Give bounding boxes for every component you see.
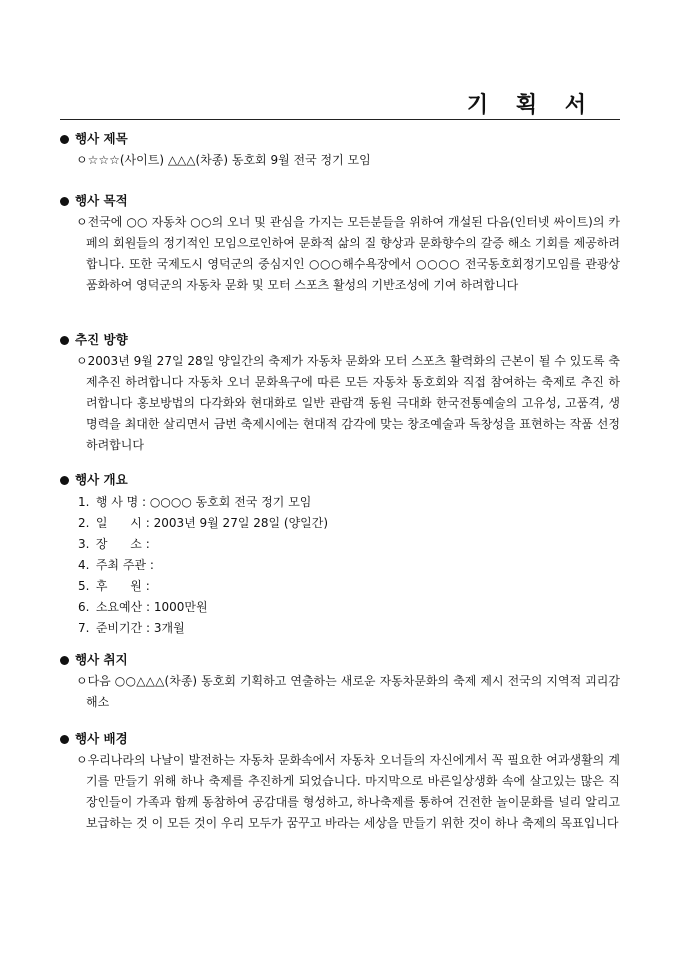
list-item: 6. 소요예산 : 1000만원 bbox=[78, 600, 208, 614]
section-text: ㅇ전국에 ○○ 자동차 ○○의 오너 및 관심을 가지는 모든분들을 위하여 개설된 다음(인터넷 싸이트)의 카페의 회원들의 정기적인 모임으로인하여 문화적 삶의 질 향상과 문화향수의 갈증 해소 기회를 제공하려합니다. 또한 국제도시 영덕군의 중심지인 ○○○해수욕장에서 ○○○○ 전국동호회정기모임를 관광상품화하여 영덕군의 자동차 문화 및 모터 스포츠 활성의 기반조성에 기여 하려합니다 bbox=[76, 215, 620, 292]
section-heading: 추진 방향 bbox=[60, 331, 620, 349]
list-item: 5. 후 원 : bbox=[78, 579, 150, 593]
list-item: 2. 일 시 : 2003년 9월 27일 28일 (양일간) bbox=[78, 516, 329, 530]
section-overview bbox=[60, 471, 620, 639]
bullet-icon bbox=[60, 197, 69, 206]
section-heading: 행사 배경 bbox=[60, 730, 620, 748]
section-heading: 행사 목적 bbox=[60, 192, 620, 210]
section-text: ㅇ☆☆☆(사이트) △△△(차종) 동호회 9월 전국 정기 모임 bbox=[76, 153, 371, 167]
bullet-icon bbox=[60, 336, 69, 345]
section-event-purpose bbox=[60, 192, 620, 296]
section-heading: 행사 개요 bbox=[60, 471, 620, 489]
document-title: 기 획 서 bbox=[466, 92, 596, 118]
title-divider bbox=[60, 119, 620, 120]
list-item: 1. 행 사 명 : ○○○○ 동호회 전국 정기 모임 bbox=[78, 495, 312, 509]
section-text: ㅇ우리나라의 나날이 발전하는 자동차 문화속에서 자동차 오너들의 자신에게서 꼭 필요한 여과생활의 계기를 만들기 위해 하나 축제를 추진하게 되었습니다. 마지막으로 바른일상생화 속에 살고있는 많은 직장인들이 가족과 함께 동참하여 공감대를 형성하고, 하나축제를 통하여 건전한 놀이문화를 널리 알리고 보급하는 것 이 모든 것이 우리 모두가 꿈꾸고 바라는 세상을 만들기 위한 것이 하나 축제의 목표입니다 bbox=[76, 753, 620, 830]
section-text: ㅇ다음 ○○△△△(차종) 동호회 기획하고 연출하는 새로운 자동차문화의 축제 제시 전국의 지역적 괴리감 해소 bbox=[76, 674, 620, 709]
section-heading: 행사 제목 bbox=[60, 130, 620, 148]
list-item: 4. 주최 주관 : bbox=[78, 558, 154, 572]
bullet-icon bbox=[60, 135, 69, 144]
bullet-icon bbox=[60, 735, 69, 744]
list-item: 7. 준비기간 : 3개월 bbox=[78, 621, 185, 635]
section-intent bbox=[60, 651, 620, 713]
bullet-icon bbox=[60, 476, 69, 485]
section-event-title bbox=[60, 130, 620, 171]
section-direction bbox=[60, 331, 620, 456]
section-background bbox=[60, 730, 620, 834]
list-item: 3. 장 소 : bbox=[78, 537, 150, 551]
bullet-icon bbox=[60, 656, 69, 665]
overview-list bbox=[60, 492, 620, 639]
section-text: ㅇ2003년 9월 27일 28일 양일간의 축제가 자동차 문화와 모터 스포츠 활력화의 근본이 될 수 있도록 축제추진 하려합니다 자동차 오너 문화욕구에 따른 모든 자동차 동호회와 직접 참여하는 축제로 추진 하려합니다 홍보방법의 다각화와 현대화로 일반 관람객 동원 극대화 한국전통예술의 고유성, 고품격, 생명력을 최대한 살리면서 금번 축제시에는 현대적 감각에 맞는 창조예술과 독창성을 표현하는 작품 선정하려합니다 bbox=[76, 354, 620, 452]
section-heading: 행사 취지 bbox=[60, 651, 620, 669]
